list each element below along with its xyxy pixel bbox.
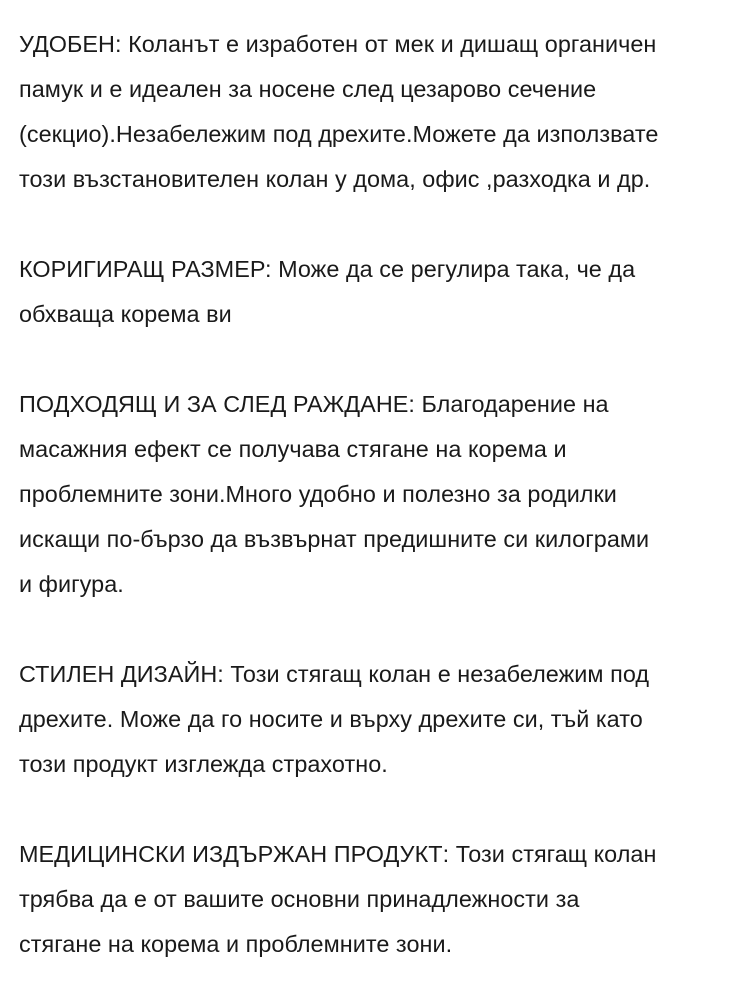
product-description — [19, 22, 734, 967]
text-line: масажния ефект се получава стягане на корема и — [19, 436, 567, 462]
paragraph-corrective-size — [19, 247, 734, 337]
text-line: памук и е идеален за носене след цезарово сечение — [19, 76, 597, 102]
text-line: МЕДИЦИНСКИ ИЗДЪРЖАН ПРОДУКТ: Този стягащ колан — [19, 841, 657, 867]
text-line: проблемните зони.Много удобно и полезно за родилки — [19, 481, 617, 507]
text-line: ПОДХОДЯЩ И ЗА СЛЕД РАЖДАНЕ: Благодарение на — [19, 391, 609, 417]
paragraph-postpartum — [19, 382, 734, 607]
text-line: (секцио).Незабележим под дрехите.Можете да използвате — [19, 121, 659, 147]
paragraph-stylish-design — [19, 652, 734, 787]
text-line: трябва да е от вашите основни принадлежности за — [19, 886, 580, 912]
paragraph-comfortable — [19, 22, 734, 202]
text-line: и фигура. — [19, 571, 124, 597]
text-line: дрехите. Може да го носите и върху дрехите си, тъй като — [19, 706, 643, 732]
text-line: обхваща корема ви — [19, 301, 232, 327]
text-line: КОРИГИРАЩ РАЗМЕР: Може да се регулира така, че да — [19, 256, 636, 282]
text-line: този продукт изглежда страхотно. — [19, 751, 388, 777]
text-line: УДОБЕН: Коланът е изработен от мек и дишащ органичен — [19, 31, 657, 57]
text-line: този възстановителен колан у дома, офис ,разходка и др. — [19, 166, 651, 192]
text-line: искащи по-бързо да възвърнат предишните си килограми — [19, 526, 650, 552]
text-line: СТИЛЕН ДИЗАЙН: Този стягащ колан е незабележим под — [19, 661, 650, 687]
text-line: стягане на корема и проблемните зони. — [19, 931, 453, 957]
paragraph-medical-product — [19, 832, 734, 967]
